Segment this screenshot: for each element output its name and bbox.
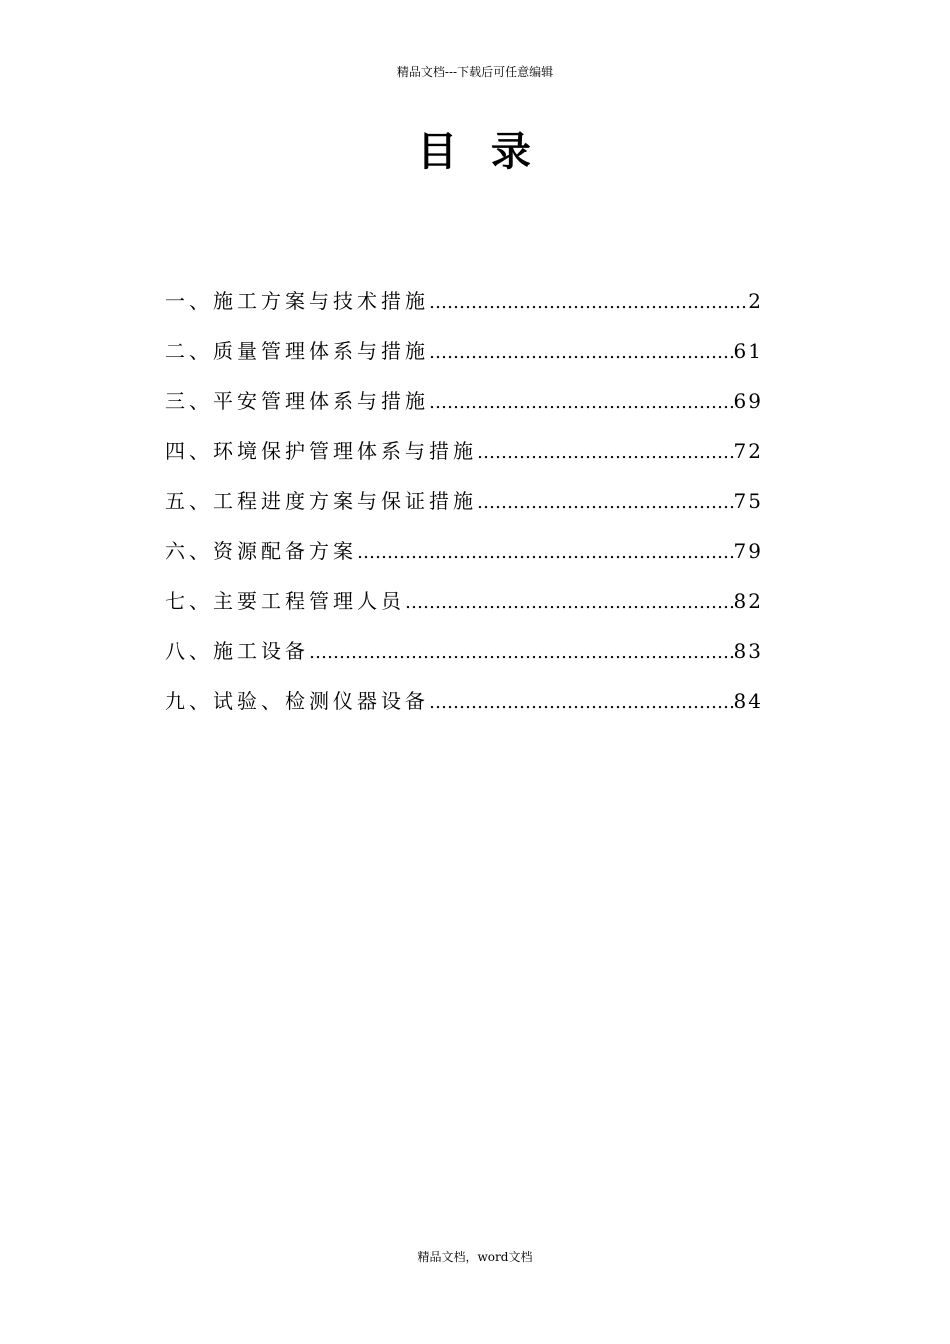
toc-entry-page-number: 79	[733, 539, 763, 563]
toc-entry-page-number: 69	[733, 389, 763, 413]
toc-entry-label: 七、主要工程管理人员	[165, 589, 405, 613]
toc-entry-label: 九、试验、检测仪器设备	[165, 689, 429, 713]
toc-dot-leader	[429, 686, 734, 720]
toc-dot-leader	[309, 636, 734, 670]
toc-entry-label: 六、资源配备方案	[165, 539, 357, 563]
toc-entry[interactable]	[165, 584, 761, 634]
toc-dot-leader	[477, 436, 734, 470]
toc-entry[interactable]	[165, 634, 761, 684]
toc-entry[interactable]	[165, 684, 761, 734]
toc-dot-leader	[429, 286, 748, 320]
toc-entry-page-number: 82	[733, 589, 763, 613]
toc-dot-leader	[477, 486, 734, 520]
toc-entry-label: 三、平安管理体系与措施	[165, 389, 429, 413]
toc-entry-page-number: 2	[748, 289, 763, 313]
toc-entry-page-number: 75	[733, 489, 763, 513]
toc-dot-leader	[357, 536, 734, 570]
toc-entry-page-number: 61	[733, 339, 763, 363]
toc-entry[interactable]	[165, 534, 761, 584]
toc-entry[interactable]	[165, 284, 761, 334]
toc-entry-label: 一、施工方案与技术措施	[165, 289, 429, 313]
toc-dot-leader	[429, 336, 734, 370]
toc-entry-label: 八、施工设备	[165, 639, 309, 663]
page-title: 目 录	[417, 128, 533, 175]
toc-entry[interactable]	[165, 334, 761, 384]
page-footer-note: 精品文档，word文档	[417, 1250, 533, 1264]
toc-entry[interactable]	[165, 384, 761, 434]
page-header-note: 精品文档---下载后可任意编辑	[396, 65, 554, 79]
toc-entry-page-number: 72	[733, 439, 763, 463]
toc-entry-page-number: 84	[733, 689, 763, 713]
toc-dot-leader	[429, 386, 734, 420]
toc-entry-label: 二、质量管理体系与措施	[165, 339, 429, 363]
toc-entry-page-number: 83	[733, 639, 763, 663]
toc-entry[interactable]	[165, 434, 761, 484]
toc-dot-leader	[405, 586, 734, 620]
toc-entry[interactable]	[165, 484, 761, 534]
toc-entry-label: 五、工程进度方案与保证措施	[165, 489, 477, 513]
toc-entry-label: 四、环境保护管理体系与措施	[165, 439, 477, 463]
table-of-contents	[165, 284, 761, 734]
